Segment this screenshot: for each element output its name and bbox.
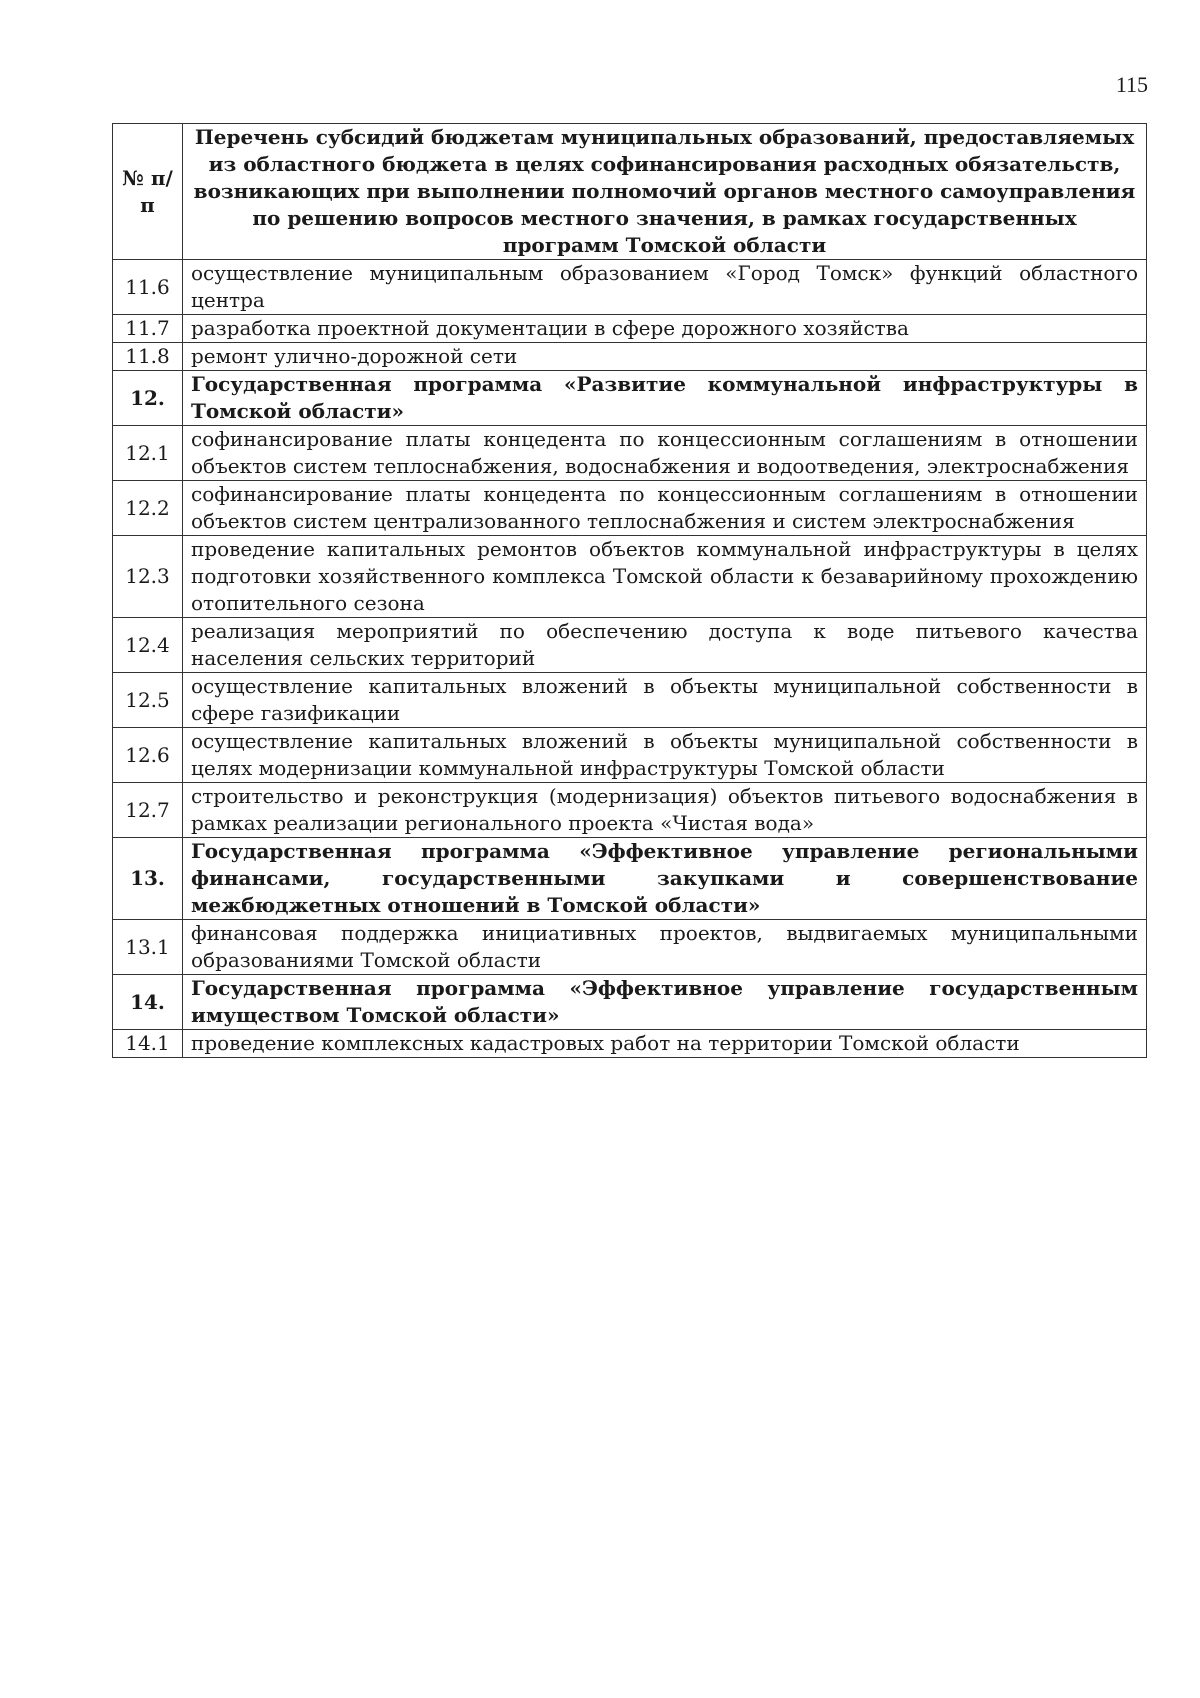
table-row <box>113 618 1147 673</box>
row-number: 12.3 <box>113 536 183 618</box>
table-row <box>113 536 1147 618</box>
row-description: осуществление капитальных вложений в объекты муниципальной собственности в сфере газификации <box>183 673 1147 728</box>
row-number: 12.6 <box>113 728 183 783</box>
row-number: 13.1 <box>113 920 183 975</box>
row-number: 12.1 <box>113 426 183 481</box>
program-number: 12. <box>113 371 183 426</box>
row-description: ремонт улично-дорожной сети <box>183 343 1147 371</box>
row-number: 14.1 <box>113 1030 183 1058</box>
row-description: софинансирование платы концедента по концессионным соглашениям в отношении объектов систем централизованного теплоснабжения и систем электроснабжения <box>183 481 1147 536</box>
table-row <box>113 1030 1147 1058</box>
table-row <box>113 315 1147 343</box>
table-row <box>113 920 1147 975</box>
row-number: 12.7 <box>113 783 183 838</box>
column-header-number: № п/п <box>113 124 183 260</box>
table-row <box>113 260 1147 315</box>
row-number: 11.8 <box>113 343 183 371</box>
row-number: 11.6 <box>113 260 183 315</box>
program-title: Государственная программа «Эффективное управление региональными финансами, государственными закупками и совершенствование межбюджетных отношений в Томской области» <box>183 838 1147 920</box>
program-number: 14. <box>113 975 183 1030</box>
row-number: 12.4 <box>113 618 183 673</box>
table-row <box>113 343 1147 371</box>
program-title: Государственная программа «Эффективное управление государственным имуществом Томской области» <box>183 975 1147 1030</box>
row-description: проведение комплексных кадастровых работ на территории Томской области <box>183 1030 1147 1058</box>
subsidies-table <box>112 123 1147 1058</box>
row-description: реализация мероприятий по обеспечению доступа к воде питьевого качества населения сельских территорий <box>183 618 1147 673</box>
page-number: 115 <box>1115 72 1148 97</box>
row-description: проведение капитальных ремонтов объектов коммунальной инфраструктуры в целях подготовки хозяйственного комплекса Томской области к безаварийному прохождению отопительного сезона <box>183 536 1147 618</box>
row-description: осуществление капитальных вложений в объекты муниципальной собственности в целях модернизации коммунальной инфраструктуры Томской области <box>183 728 1147 783</box>
table-row <box>113 426 1147 481</box>
table-row <box>113 481 1147 536</box>
program-row <box>113 371 1147 426</box>
table-body <box>113 260 1147 1058</box>
row-number: 11.7 <box>113 315 183 343</box>
table-row <box>113 673 1147 728</box>
row-number: 12.2 <box>113 481 183 536</box>
row-description: финансовая поддержка инициативных проектов, выдвигаемых муниципальными образованиями Томской области <box>183 920 1147 975</box>
program-row <box>113 838 1147 920</box>
table-row <box>113 728 1147 783</box>
column-header-title: Перечень субсидий бюджетам муниципальных образований, предоставляемых из областного бюджета в целях софинансирования расходных обязательств, возникающих при выполнении полномочий органов местного самоуправления по решению вопросов местного значения, в рамках государственных программ Томской области <box>183 124 1147 260</box>
row-number: 12.5 <box>113 673 183 728</box>
program-title: Государственная программа «Развитие коммунальной инфраструктуры в Томской области» <box>183 371 1147 426</box>
row-description: софинансирование платы концедента по концессионным соглашениям в отношении объектов систем теплоснабжения, водоснабжения и водоотведения, электроснабжения <box>183 426 1147 481</box>
program-row <box>113 975 1147 1030</box>
program-number: 13. <box>113 838 183 920</box>
row-description: разработка проектной документации в сфере дорожного хозяйства <box>183 315 1147 343</box>
row-description: строительство и реконструкция (модернизация) объектов питьевого водоснабжения в рамках реализации регионального проекта «Чистая вода» <box>183 783 1147 838</box>
table-row <box>113 783 1147 838</box>
table-header-row <box>113 124 1147 260</box>
row-description: осуществление муниципальным образованием «Город Томск» функций областного центра <box>183 260 1147 315</box>
